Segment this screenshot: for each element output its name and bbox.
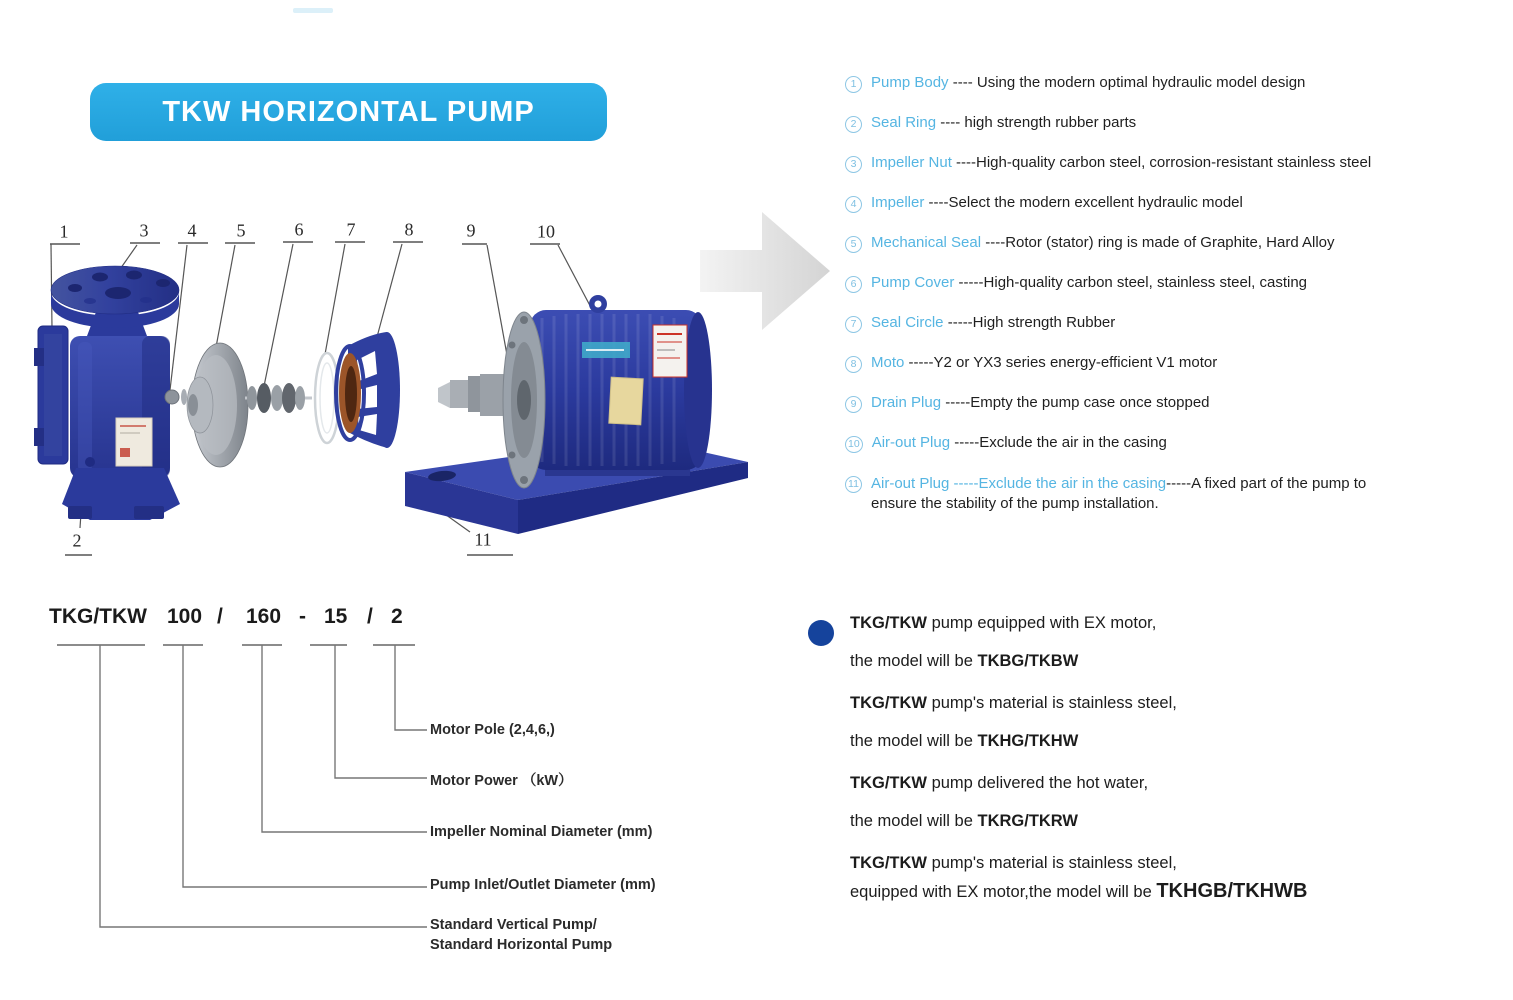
- model-label-impeller: Impeller Nominal Diameter (mm): [430, 824, 653, 840]
- callout-8: 8: [404, 219, 414, 240]
- callout-7: 7: [346, 219, 356, 240]
- model-code-brand: TKG/TKW: [49, 605, 147, 628]
- part-number-badge: 1: [845, 76, 862, 93]
- parts-list-item: 5 Mechanical Seal ----Rotor (stator) ring is made of Graphite, Hard Alloy: [845, 234, 1510, 260]
- motor-shaft-art: [438, 374, 504, 416]
- parts-list: [845, 74, 1510, 534]
- model-code-pole: 2: [391, 605, 403, 628]
- model-label-standard-1: Standard Vertical Pump/: [430, 917, 597, 933]
- pump-cover-art: [336, 332, 400, 448]
- model-label-standard-2: Standard Horizontal Pump: [430, 937, 613, 953]
- parts-list-item: 8 Moto -----Y2 or YX3 series energy-efficient V1 motor: [845, 354, 1510, 380]
- model-code-sep: -: [299, 605, 306, 628]
- model-notes: TKG/TKW pump equipped with EX motor, the model will be TKBG/TKBW TKG/TKW pump's material is stainless steel, the model will be TKHG/TKHW TKG/TKW pump delivered the hot water, the model will be TKRG/TKRW TKG/TKW pump's material is stainless steel, equipped with EX motor,the model will be TKHGB/TKHWB: [808, 612, 1498, 903]
- impeller-art: [187, 343, 248, 467]
- parts-list-item: 9 Drain Plug -----Empty the pump case once stopped: [845, 394, 1510, 420]
- model-code-impeller: 160: [246, 605, 282, 628]
- part-number-badge: 11: [845, 476, 862, 493]
- parts-list-item: 2 Seal Ring ---- high strength rubber parts: [845, 114, 1510, 140]
- model-code-sep: /: [217, 605, 223, 628]
- page-title: TKW HORIZONTAL PUMP: [162, 95, 535, 128]
- callout-10: 10: [537, 221, 555, 242]
- mechanical-seal-art: [245, 383, 312, 413]
- callout-2: 2: [72, 530, 82, 551]
- part-number-badge: 4: [845, 196, 862, 213]
- pump-body-art: [34, 266, 180, 520]
- part-number-badge: 9: [845, 396, 862, 413]
- parts-list-item: 7 Seal Circle -----High strength Rubber: [845, 314, 1510, 340]
- model-code-inlet: 100: [167, 605, 203, 628]
- part-number-badge: 3: [845, 156, 862, 173]
- parts-list-item: 10 Air-out Plug -----Exclude the air in the casing: [845, 434, 1510, 460]
- parts-list-item: 11 Air-out Plug -----Exclude the air in the casing-----A fixed part of the pump to ensure the stability of the pump installation.: [845, 474, 1510, 520]
- parts-list-item: 1 Pump Body ---- Using the modern optimal hydraulic model design: [845, 74, 1510, 100]
- pump-exploded-diagram: [30, 210, 770, 570]
- bullet-icon: [808, 620, 834, 646]
- part-number-badge: 7: [845, 316, 862, 333]
- parts-list-item: 3 Impeller Nut ----High-quality carbon steel, corrosion-resistant stainless steel: [845, 154, 1510, 180]
- part-number-badge: 2: [845, 116, 862, 133]
- part-number-badge: 10: [845, 436, 863, 453]
- part-number-badge: 8: [845, 356, 862, 373]
- callout-11: 11: [474, 529, 492, 550]
- model-code-power: 15: [324, 605, 348, 628]
- callout-4: 4: [187, 220, 197, 241]
- model-label-pole: Motor Pole (2,4,6,): [430, 722, 555, 738]
- impeller-nut-art: [165, 389, 187, 405]
- model-tree-lines: [40, 640, 740, 960]
- callout-3: 3: [139, 220, 149, 241]
- arrow-right-icon: [688, 198, 848, 343]
- callout-9: 9: [466, 220, 476, 241]
- part-number-badge: 5: [845, 236, 862, 253]
- model-label-power: Motor Power （kW）: [430, 773, 573, 789]
- motor-art: [503, 295, 712, 488]
- pump-diagram-art: [30, 210, 770, 570]
- part-number-badge: 6: [845, 276, 862, 293]
- callout-6: 6: [294, 219, 304, 240]
- model-label-inlet: Pump Inlet/Outlet Diameter (mm): [430, 877, 656, 893]
- title-banner: [90, 83, 607, 141]
- parts-list-item: 4 Impeller ----Select the modern excellent hydraulic model: [845, 194, 1510, 220]
- callout-1: 1: [59, 221, 69, 242]
- model-code-sep: /: [367, 605, 373, 628]
- decorative-dash: [293, 8, 333, 13]
- parts-list-item: 6 Pump Cover -----High-quality carbon steel, stainless steel, casting: [845, 274, 1510, 300]
- callout-5: 5: [236, 220, 246, 241]
